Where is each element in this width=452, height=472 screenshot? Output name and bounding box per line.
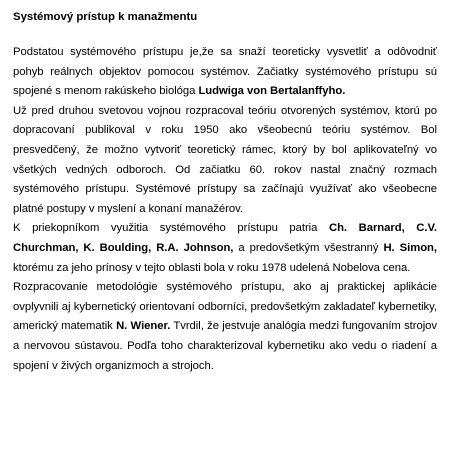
text-run: Podstatou systémového prístupu je,že sa snaží teoreticky vysvetliť a odôvodniť pohyb reálnych objektov pomocou systémov. Začiatky systémového prístupu sú spojené s menom rakúskeho biológa [13,46,437,98]
paragraph-intro [13,43,437,102]
text-run: Už pred druhou svetovou vojnou rozpracoval teóriu otvorených systémov, ktorú po dopracovaní publikoval v roku 1950 ako všeobecnú teóriu systémov. Bol presvedčený, že možno vytvoriť teoretický rámec, ktorý by bol aplikovateľný vo všetkých vedných odboroch. Od začiatku 60. rokov nastal značný rozmach systémového prístupu. Systémové prístupy sa začínajú využívať ako všeobecne platné postupy v myslení a konaní manažérov. [13,104,437,215]
paragraph-pioneers [13,219,437,278]
text-run: ktorému za jeho prínosy v tejto oblasti bola v roku 1978 udelená Nobelova cena. [13,261,411,274]
paragraph-cybernetics [13,278,437,376]
name-wiener: N. Wiener. [116,320,171,333]
name-simon: H. Simon, [383,241,437,254]
document-page [13,10,437,376]
name-bertalanffy: Ludwiga von Bertalanffyho. [198,85,346,98]
text-run: a predovšetkým všestranný [233,241,384,254]
text-run: Tvrdil, že jestvuje analógia medzi fungovaním strojov a nervovou sústavou. Podľa toho charakterizoval kybernetiku ako vedu o riadení a spojení v živých organizmoch a strojoch. [13,320,437,372]
text-run: Rozpracovanie metodológie systémového prístupu, ako aj praktickej aplikácie ovplyvnili aj kybernetický orientovaní odborníci, predovšetkým zakladateľ kybernetiky, americký matematik [13,281,437,333]
text-run: K priekopníkom využitia systémového prístupu patria [13,222,329,235]
document-title: Systémový prístup k manažmentu [13,11,198,23]
names-pioneers: Ch. Barnard, C.V. Churchman, K. Boulding, R.A. Johnson, [13,222,438,254]
paragraph-history [13,102,437,220]
